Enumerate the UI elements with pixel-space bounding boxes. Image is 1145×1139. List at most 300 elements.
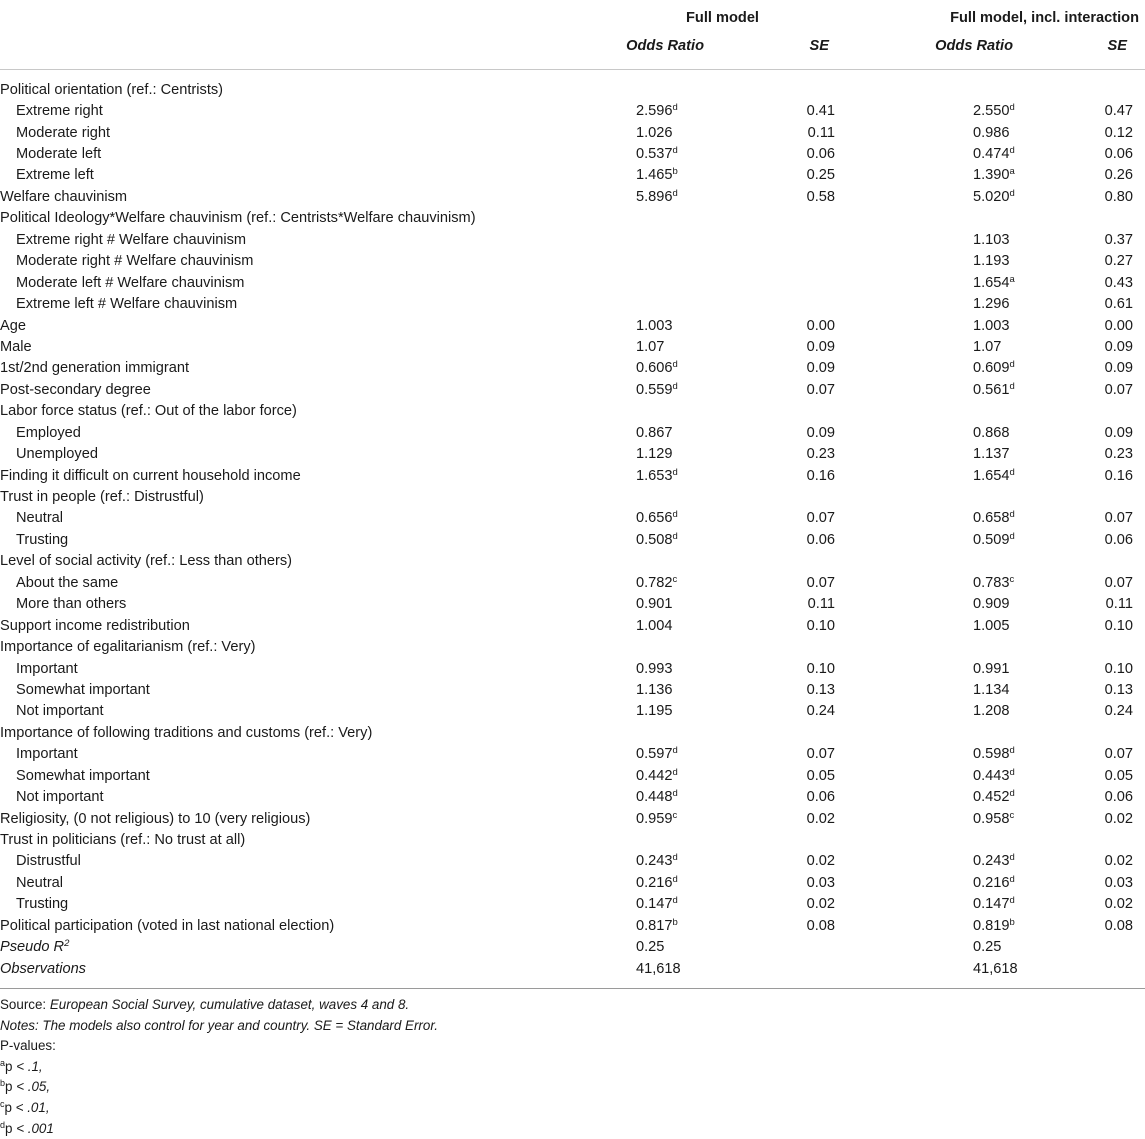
row-label-superscript: 2 bbox=[64, 938, 70, 950]
se-interaction-model bbox=[1047, 186, 1145, 207]
odds-ratio-interaction-model bbox=[845, 572, 1047, 593]
table-row bbox=[0, 529, 1145, 550]
se-full-model bbox=[710, 358, 845, 379]
odds-ratio-interaction-model-value bbox=[973, 360, 1033, 376]
notes-line: Notes: The models also control for year and country. SE = Standard Error. bbox=[0, 1017, 439, 1033]
odds-ratio-full-model-value bbox=[636, 360, 696, 376]
odds-ratio-interaction-model-significance: d bbox=[1009, 766, 1015, 778]
odds-ratio-full-model bbox=[612, 401, 710, 422]
se-full-model-number: 0.09 bbox=[806, 360, 835, 377]
odds-ratio-interaction-model bbox=[845, 465, 1047, 486]
odds-ratio-interaction-model bbox=[845, 551, 1047, 572]
se-full-model bbox=[710, 894, 845, 915]
se-full-model bbox=[710, 100, 845, 121]
odds-ratio-full-model-value bbox=[636, 146, 696, 162]
odds-ratio-interaction-model-value bbox=[973, 125, 1033, 141]
se-full-model-number: 0.11 bbox=[807, 596, 835, 613]
row-label bbox=[0, 358, 612, 379]
header-full-model-interaction-label: Full model, incl. interaction bbox=[950, 10, 1139, 26]
row-label-text: Neutral bbox=[16, 510, 64, 527]
pvalue-item bbox=[0, 1057, 1145, 1078]
odds-ratio-interaction-model bbox=[845, 401, 1047, 422]
odds-ratio-full-model bbox=[612, 70, 710, 101]
odds-ratio-interaction-model-value bbox=[973, 318, 1033, 334]
row-label bbox=[0, 937, 612, 958]
odds-ratio-full-model-value bbox=[636, 618, 696, 634]
row-label-text: Observations bbox=[0, 960, 86, 977]
se-full-model bbox=[710, 722, 845, 743]
table-row bbox=[0, 872, 1145, 893]
odds-ratio-interaction-model bbox=[845, 143, 1047, 164]
odds-ratio-interaction-model bbox=[845, 293, 1047, 314]
odds-ratio-full-model-number: 0.597 bbox=[636, 746, 673, 763]
row-label-text: Moderate right # Welfare chauvinism bbox=[16, 253, 254, 270]
odds-ratio-full-model-value bbox=[636, 103, 696, 119]
subheader-blank bbox=[0, 36, 612, 70]
odds-ratio-full-model bbox=[612, 658, 710, 679]
se-full-model bbox=[710, 701, 845, 722]
row-label-text: Employed bbox=[16, 424, 81, 441]
se-full-model-number: 0.09 bbox=[806, 424, 835, 441]
row-label-text: About the same bbox=[16, 574, 119, 591]
odds-ratio-full-model-number: 0.606 bbox=[636, 360, 673, 377]
odds-ratio-interaction-model-value bbox=[973, 425, 1033, 441]
odds-ratio-full-model-value bbox=[636, 703, 696, 719]
odds-ratio-full-model-value bbox=[636, 575, 696, 591]
odds-ratio-full-model-value bbox=[636, 189, 696, 205]
row-label-text: Trust in politicians (ref.: No trust at all) bbox=[0, 832, 246, 849]
odds-ratio-full-model bbox=[612, 186, 710, 207]
odds-ratio-full-model-value bbox=[636, 318, 696, 334]
source-prefix: Source: bbox=[0, 997, 50, 1012]
row-label bbox=[0, 701, 612, 722]
odds-ratio-interaction-model-value bbox=[973, 682, 1033, 698]
row-label bbox=[0, 786, 612, 807]
se-full-model-number: 0.07 bbox=[806, 746, 835, 763]
row-label-text: Post-secondary degree bbox=[0, 381, 151, 398]
odds-ratio-full-model-value bbox=[636, 425, 696, 441]
odds-ratio-full-model bbox=[612, 143, 710, 164]
pvalue-item bbox=[0, 1077, 1145, 1098]
se-interaction-model-number: 0.11 bbox=[1105, 596, 1133, 613]
odds-ratio-full-model bbox=[612, 422, 710, 443]
odds-ratio-full-model-significance: c bbox=[672, 809, 678, 821]
odds-ratio-interaction-model-value bbox=[973, 468, 1033, 484]
pvalue-threshold: < .1, bbox=[12, 1058, 43, 1074]
row-label-text: Somewhat important bbox=[16, 681, 150, 698]
se-full-model-number: 0.05 bbox=[806, 767, 835, 784]
se-full-model bbox=[710, 551, 845, 572]
odds-ratio-interaction-model-value bbox=[973, 596, 1033, 612]
se-full-model bbox=[710, 143, 845, 164]
pvalues-list bbox=[0, 1057, 1145, 1139]
pvalue-letter: p bbox=[5, 1058, 13, 1074]
odds-ratio-full-model-value bbox=[636, 682, 696, 698]
odds-ratio-full-model-value bbox=[636, 125, 696, 141]
odds-ratio-full-model-value bbox=[636, 661, 696, 677]
odds-ratio-interaction-model-significance: d bbox=[1009, 852, 1015, 864]
row-label bbox=[0, 165, 612, 186]
odds-ratio-interaction-model bbox=[845, 122, 1047, 143]
se-full-model-number: 0.06 bbox=[806, 789, 835, 806]
table-row bbox=[0, 508, 1145, 529]
odds-ratio-full-model-value bbox=[636, 167, 696, 183]
odds-ratio-interaction-model bbox=[845, 379, 1047, 400]
odds-ratio-interaction-model bbox=[845, 70, 1047, 101]
se-interaction-model bbox=[1047, 315, 1145, 336]
row-label bbox=[0, 851, 612, 872]
row-label bbox=[0, 443, 612, 464]
se-full-model bbox=[710, 186, 845, 207]
se-interaction-model-number: 0.08 bbox=[1104, 917, 1133, 934]
odds-ratio-interaction-model bbox=[845, 443, 1047, 464]
se-interaction-model bbox=[1047, 937, 1145, 958]
se-interaction-model bbox=[1047, 529, 1145, 550]
odds-ratio-full-model-significance: d bbox=[672, 745, 678, 757]
row-label-text: Political Ideology*Welfare chauvinism (ref.: Centrists*Welfare chauvinism) bbox=[0, 210, 476, 227]
odds-ratio-interaction-model-number: 0.991 bbox=[973, 660, 1010, 677]
se-interaction-model-number: 0.10 bbox=[1104, 660, 1133, 677]
se-interaction-model bbox=[1047, 70, 1145, 101]
se-interaction-model-number: 0.09 bbox=[1104, 360, 1133, 377]
table-row bbox=[0, 851, 1145, 872]
odds-ratio-interaction-model-value bbox=[973, 896, 1033, 912]
odds-ratio-interaction-model-significance: d bbox=[1009, 466, 1015, 478]
odds-ratio-full-model bbox=[612, 551, 710, 572]
row-label bbox=[0, 765, 612, 786]
odds-ratio-full-model-value bbox=[636, 918, 696, 934]
se-interaction-model bbox=[1047, 872, 1145, 893]
odds-ratio-full-model-significance: d bbox=[672, 509, 678, 521]
header-blank bbox=[0, 0, 612, 36]
odds-ratio-interaction-model-value bbox=[973, 853, 1033, 869]
se-full-model bbox=[710, 422, 845, 443]
row-label-text: Moderate left # Welfare chauvinism bbox=[16, 274, 245, 291]
odds-ratio-full-model-value bbox=[636, 961, 696, 977]
table-row bbox=[0, 315, 1145, 336]
odds-ratio-interaction-model-number: 0.474 bbox=[973, 146, 1010, 163]
odds-ratio-full-model-number: 1.465 bbox=[636, 167, 673, 184]
row-label-text: Important bbox=[16, 660, 78, 677]
row-label bbox=[0, 894, 612, 915]
odds-ratio-full-model-value bbox=[636, 789, 696, 805]
row-label-text: Male bbox=[0, 338, 32, 355]
table-row bbox=[0, 272, 1145, 293]
odds-ratio-interaction-model-number: 0.958 bbox=[973, 810, 1010, 827]
row-label-text: Important bbox=[16, 746, 78, 763]
row-label-text: Somewhat important bbox=[16, 767, 150, 784]
se-full-model bbox=[710, 658, 845, 679]
table-row bbox=[0, 165, 1145, 186]
se-interaction-model-number: 0.27 bbox=[1104, 253, 1133, 270]
odds-ratio-interaction-model bbox=[845, 529, 1047, 550]
se-interaction-model-number: 0.13 bbox=[1104, 681, 1133, 698]
se-full-model-number: 0.08 bbox=[806, 917, 835, 934]
odds-ratio-interaction-model-significance: d bbox=[1009, 509, 1015, 521]
header-full-model-label: Full model bbox=[686, 10, 759, 26]
se-full-model bbox=[710, 293, 845, 314]
row-label bbox=[0, 422, 612, 443]
subheader-odds-ratio-1: Odds Ratio bbox=[626, 38, 704, 54]
se-full-model-number: 0.03 bbox=[806, 874, 835, 891]
se-interaction-model bbox=[1047, 551, 1145, 572]
se-interaction-model bbox=[1047, 765, 1145, 786]
table-row bbox=[0, 701, 1145, 722]
pvalue-marker: a bbox=[0, 1057, 6, 1068]
odds-ratio-full-model-value bbox=[636, 939, 696, 955]
odds-ratio-full-model bbox=[612, 358, 710, 379]
se-interaction-model bbox=[1047, 336, 1145, 357]
se-full-model bbox=[710, 851, 845, 872]
odds-ratio-interaction-model-significance: b bbox=[1009, 916, 1015, 928]
odds-ratio-interaction-model bbox=[845, 722, 1047, 743]
odds-ratio-interaction-model-significance: c bbox=[1009, 573, 1015, 585]
se-interaction-model-number: 0.03 bbox=[1104, 874, 1133, 891]
pvalue-letter: p bbox=[4, 1099, 12, 1115]
odds-ratio-interaction-model-value bbox=[973, 532, 1033, 548]
odds-ratio-full-model-significance: d bbox=[672, 873, 678, 885]
odds-ratio-full-model bbox=[612, 379, 710, 400]
odds-ratio-full-model-number: 0.901 bbox=[636, 596, 673, 613]
odds-ratio-interaction-model-number: 0.443 bbox=[973, 767, 1010, 784]
odds-ratio-interaction-model-value bbox=[973, 661, 1033, 677]
odds-ratio-interaction-model-number: 5.020 bbox=[973, 188, 1010, 205]
odds-ratio-full-model-significance: b bbox=[672, 166, 678, 178]
table-row bbox=[0, 658, 1145, 679]
row-label-text: Not important bbox=[16, 789, 104, 806]
odds-ratio-full-model bbox=[612, 701, 710, 722]
se-full-model bbox=[710, 208, 845, 229]
se-full-model bbox=[710, 272, 845, 293]
se-interaction-model-number: 0.07 bbox=[1104, 381, 1133, 398]
odds-ratio-full-model-significance: c bbox=[672, 573, 678, 585]
odds-ratio-interaction-model bbox=[845, 894, 1047, 915]
odds-ratio-full-model bbox=[612, 272, 710, 293]
se-interaction-model bbox=[1047, 722, 1145, 743]
odds-ratio-full-model bbox=[612, 765, 710, 786]
row-label bbox=[0, 958, 612, 989]
row-label-text: Support income redistribution bbox=[0, 617, 190, 634]
se-full-model-number: 0.02 bbox=[806, 853, 835, 870]
row-label bbox=[0, 744, 612, 765]
odds-ratio-full-model-significance: d bbox=[672, 187, 678, 199]
row-label-text: Extreme right # Welfare chauvinism bbox=[16, 231, 247, 248]
odds-ratio-interaction-model-value bbox=[973, 339, 1033, 355]
row-label bbox=[0, 594, 612, 615]
bottom-rule-line bbox=[0, 989, 1145, 990]
row-label-text: Extreme right bbox=[16, 103, 103, 120]
row-label bbox=[0, 551, 612, 572]
odds-ratio-interaction-model bbox=[845, 358, 1047, 379]
odds-ratio-interaction-model bbox=[845, 594, 1047, 615]
odds-ratio-interaction-model bbox=[845, 186, 1047, 207]
odds-ratio-interaction-model-value bbox=[973, 382, 1033, 398]
odds-ratio-full-model-value bbox=[636, 446, 696, 462]
se-full-model bbox=[710, 744, 845, 765]
odds-ratio-interaction-model bbox=[845, 508, 1047, 529]
odds-ratio-interaction-model-number: 41,618 bbox=[973, 960, 1018, 977]
odds-ratio-full-model bbox=[612, 315, 710, 336]
se-full-model bbox=[710, 958, 845, 989]
odds-ratio-interaction-model-number: 0.609 bbox=[973, 360, 1010, 377]
odds-ratio-interaction-model-number: 0.819 bbox=[973, 917, 1010, 934]
table-row bbox=[0, 486, 1145, 507]
se-interaction-model bbox=[1047, 786, 1145, 807]
odds-ratio-full-model-number: 0.993 bbox=[636, 660, 673, 677]
odds-ratio-interaction-model-number: 1.134 bbox=[973, 681, 1010, 698]
row-label bbox=[0, 100, 612, 121]
odds-ratio-full-model-number: 1.07 bbox=[636, 338, 665, 355]
odds-ratio-full-model-value bbox=[636, 896, 696, 912]
odds-ratio-full-model bbox=[612, 744, 710, 765]
odds-ratio-full-model-significance: d bbox=[672, 895, 678, 907]
se-full-model bbox=[710, 401, 845, 422]
odds-ratio-interaction-model bbox=[845, 765, 1047, 786]
se-full-model-number: 0.02 bbox=[806, 896, 835, 913]
row-label bbox=[0, 915, 612, 936]
se-interaction-model bbox=[1047, 358, 1145, 379]
se-interaction-model bbox=[1047, 465, 1145, 486]
row-label bbox=[0, 379, 612, 400]
se-interaction-model bbox=[1047, 915, 1145, 936]
odds-ratio-interaction-model-value bbox=[973, 510, 1033, 526]
odds-ratio-full-model bbox=[612, 208, 710, 229]
table-bottom-rule bbox=[0, 989, 1145, 990]
odds-ratio-interaction-model-number: 0.658 bbox=[973, 510, 1010, 527]
se-full-model bbox=[710, 615, 845, 636]
se-interaction-model bbox=[1047, 594, 1145, 615]
se-full-model bbox=[710, 594, 845, 615]
se-full-model bbox=[710, 165, 845, 186]
odds-ratio-full-model bbox=[612, 722, 710, 743]
odds-ratio-full-model-significance: d bbox=[672, 788, 678, 800]
odds-ratio-full-model bbox=[612, 937, 710, 958]
se-interaction-model bbox=[1047, 744, 1145, 765]
se-interaction-model bbox=[1047, 100, 1145, 121]
odds-ratio-full-model bbox=[612, 894, 710, 915]
odds-ratio-full-model-number: 0.537 bbox=[636, 146, 673, 163]
se-interaction-model bbox=[1047, 658, 1145, 679]
se-full-model-number: 0.16 bbox=[806, 467, 835, 484]
odds-ratio-interaction-model-significance: d bbox=[1009, 145, 1015, 157]
odds-ratio-full-model-number: 5.896 bbox=[636, 188, 673, 205]
se-interaction-model-number: 0.43 bbox=[1104, 274, 1133, 291]
se-interaction-model-number: 0.47 bbox=[1104, 103, 1133, 120]
odds-ratio-interaction-model bbox=[845, 786, 1047, 807]
odds-ratio-full-model bbox=[612, 829, 710, 850]
odds-ratio-full-model bbox=[612, 915, 710, 936]
table-row bbox=[0, 615, 1145, 636]
odds-ratio-full-model-significance: d bbox=[672, 380, 678, 392]
row-label-text: More than others bbox=[16, 596, 127, 613]
se-interaction-model bbox=[1047, 701, 1145, 722]
se-full-model-number: 0.06 bbox=[806, 146, 835, 163]
odds-ratio-interaction-model bbox=[845, 658, 1047, 679]
odds-ratio-interaction-model-number: 0.909 bbox=[973, 596, 1010, 613]
odds-ratio-interaction-model bbox=[845, 422, 1047, 443]
pvalue-letter: p bbox=[5, 1079, 13, 1095]
row-label bbox=[0, 186, 612, 207]
se-full-model bbox=[710, 572, 845, 593]
row-label-text: Pseudo R bbox=[0, 939, 65, 956]
se-full-model-number: 0.11 bbox=[807, 124, 835, 141]
odds-ratio-full-model-number: 0.656 bbox=[636, 510, 673, 527]
row-label bbox=[0, 658, 612, 679]
odds-ratio-full-model bbox=[612, 251, 710, 272]
table-row bbox=[0, 551, 1145, 572]
odds-ratio-interaction-model-number: 1.005 bbox=[973, 617, 1010, 634]
odds-ratio-full-model bbox=[612, 572, 710, 593]
odds-ratio-full-model-number: 0.782 bbox=[636, 574, 673, 591]
odds-ratio-interaction-model-significance: a bbox=[1009, 166, 1015, 178]
odds-ratio-full-model-significance: d bbox=[672, 466, 678, 478]
se-full-model bbox=[710, 229, 845, 250]
se-full-model-number: 0.06 bbox=[806, 531, 835, 548]
table-row bbox=[0, 336, 1145, 357]
se-interaction-model bbox=[1047, 379, 1145, 400]
row-label-text: Labor force status (ref.: Out of the labor force) bbox=[0, 403, 297, 420]
odds-ratio-full-model bbox=[612, 443, 710, 464]
se-full-model bbox=[710, 486, 845, 507]
odds-ratio-full-model bbox=[612, 336, 710, 357]
odds-ratio-interaction-model-significance: d bbox=[1009, 745, 1015, 757]
table-row bbox=[0, 100, 1145, 121]
source-text: European Social Survey, cumulative dataset, waves 4 and 8. bbox=[49, 997, 410, 1012]
odds-ratio-interaction-model-value bbox=[973, 618, 1033, 634]
table-row bbox=[0, 765, 1145, 786]
odds-ratio-full-model bbox=[612, 100, 710, 121]
se-full-model bbox=[710, 443, 845, 464]
odds-ratio-full-model bbox=[612, 465, 710, 486]
odds-ratio-full-model-significance: d bbox=[672, 530, 678, 542]
se-interaction-model-number: 0.07 bbox=[1104, 510, 1133, 527]
subheader-se-1: SE bbox=[809, 38, 829, 54]
pvalue-threshold: < .001 bbox=[12, 1120, 54, 1136]
se-interaction-model-number: 0.61 bbox=[1104, 296, 1133, 313]
odds-ratio-full-model-number: 1.129 bbox=[636, 446, 673, 463]
se-full-model bbox=[710, 465, 845, 486]
odds-ratio-full-model-number: 1.653 bbox=[636, 467, 673, 484]
se-interaction-model bbox=[1047, 443, 1145, 464]
odds-ratio-interaction-model-number: 1.296 bbox=[973, 296, 1010, 313]
row-label bbox=[0, 872, 612, 893]
se-full-model-number: 0.09 bbox=[806, 338, 835, 355]
row-label-text: Distrustful bbox=[16, 853, 81, 870]
odds-ratio-interaction-model-value bbox=[973, 275, 1033, 291]
se-interaction-model bbox=[1047, 829, 1145, 850]
odds-ratio-full-model-number: 1.003 bbox=[636, 317, 673, 334]
odds-ratio-interaction-model-value bbox=[973, 146, 1033, 162]
se-full-model-number: 0.07 bbox=[806, 574, 835, 591]
odds-ratio-full-model-value bbox=[636, 768, 696, 784]
row-label bbox=[0, 829, 612, 850]
odds-ratio-full-model-value bbox=[636, 532, 696, 548]
pvalue-text bbox=[5, 1059, 43, 1074]
odds-ratio-full-model-number: 0.25 bbox=[636, 939, 665, 956]
odds-ratio-interaction-model-value bbox=[973, 961, 1033, 977]
source-note bbox=[0, 995, 1145, 1016]
odds-ratio-full-model bbox=[612, 293, 710, 314]
se-interaction-model bbox=[1047, 894, 1145, 915]
odds-ratio-interaction-model-value bbox=[973, 575, 1033, 591]
pvalue-threshold: < .05, bbox=[12, 1079, 51, 1095]
se-interaction-model-number: 0.06 bbox=[1104, 789, 1133, 806]
odds-ratio-interaction-model-significance: d bbox=[1009, 788, 1015, 800]
row-label-text: Importance of egalitarianism (ref.: Very) bbox=[0, 639, 256, 656]
se-full-model-number: 0.07 bbox=[806, 381, 835, 398]
se-full-model-number: 0.10 bbox=[806, 617, 835, 634]
row-label bbox=[0, 679, 612, 700]
